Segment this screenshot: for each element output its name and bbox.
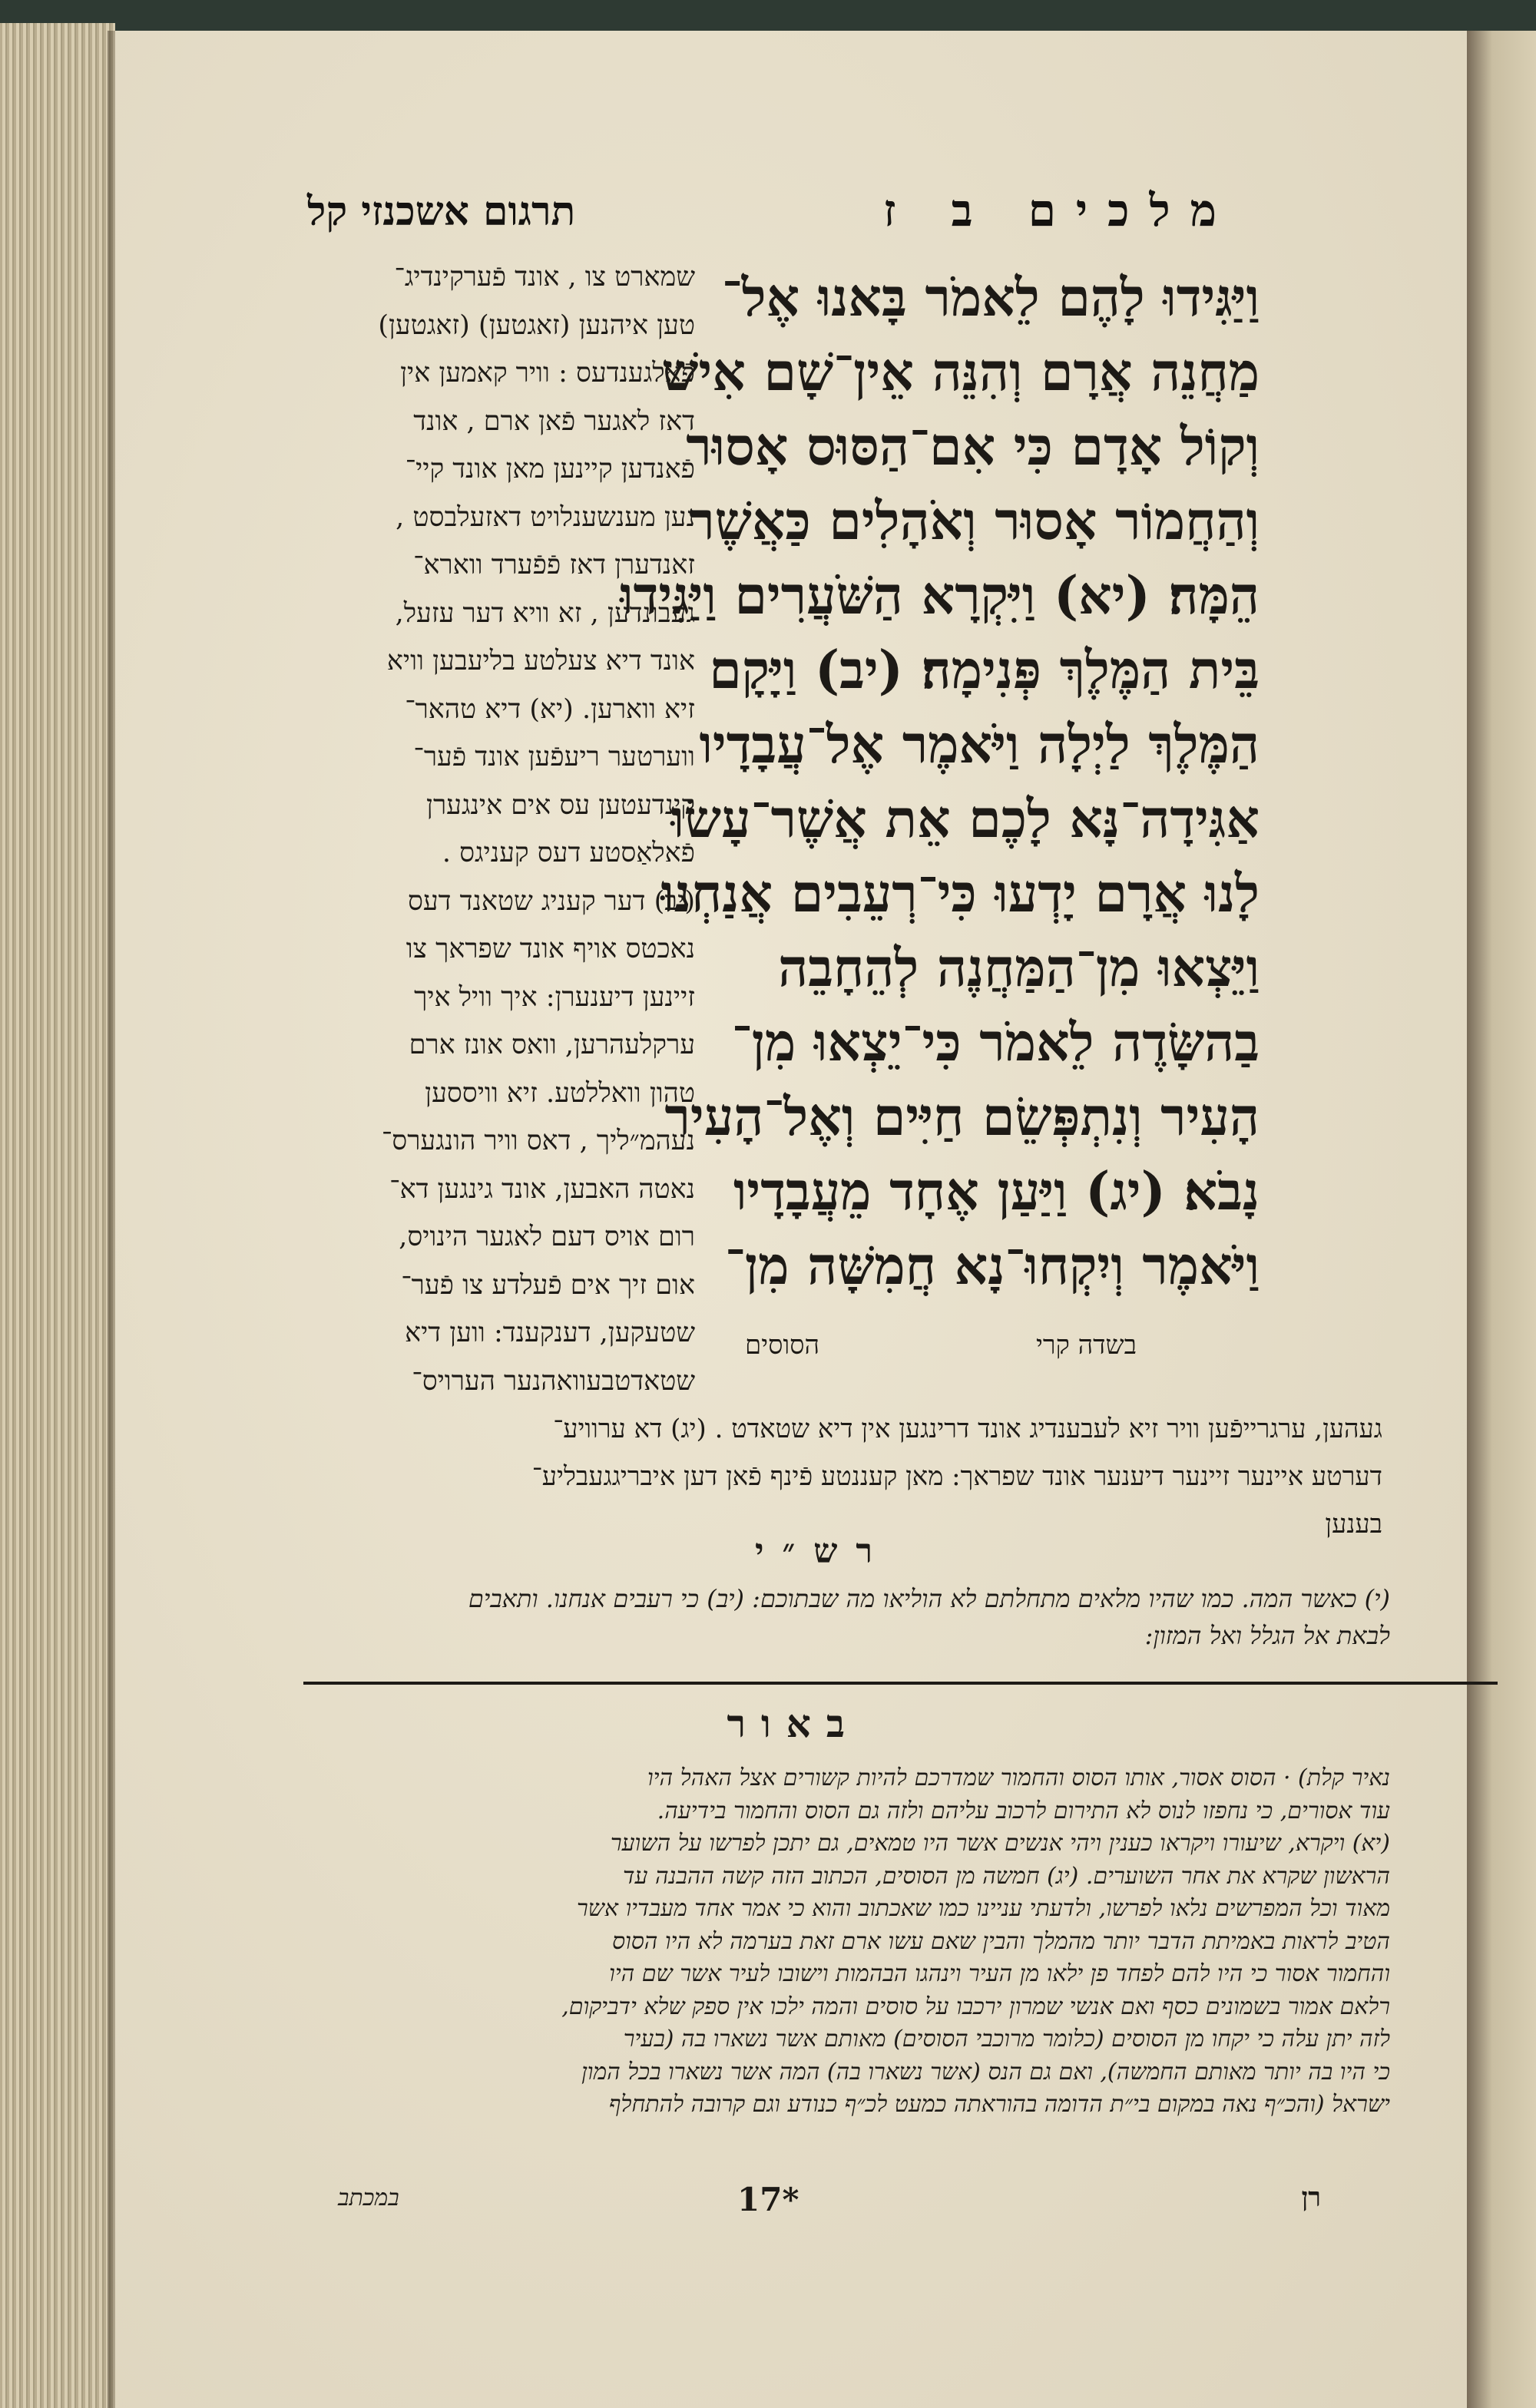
targum-line: זיינען דיענערן: איך וויל איך bbox=[414, 981, 695, 1013]
biur-line: ישראל (והכ״ף נאה במקום בי״ת הדומה בהוראתה כמעט לכ״ף כנודע וגם קרובה להתחלף bbox=[608, 2091, 1390, 2118]
bible-line: בֵּית הַמֶּלֶךְ פְּנִימָה׃ (יב) וַיָּקָם bbox=[709, 640, 1260, 701]
targum-line: נעהמ״ליך , דאס וויר הונגערס־ bbox=[381, 1126, 695, 1156]
bible-line: לָנוּ אֲרָם יָדְעוּ כִּי־רְעֵבִים אֲנַחְנוּ bbox=[660, 863, 1260, 925]
section-divider bbox=[303, 1682, 1498, 1685]
bible-line: הַמֶּלֶךְ לַיְלָה וַיֹּאמֶר אֶל־עֲבָדָיו bbox=[699, 714, 1260, 776]
bible-line: וְהַחֲמוֹר אָסוּר וְאֹהָלִים כַּאֲשֶׁר bbox=[689, 491, 1260, 552]
targum-line: פֿאלגענדעס : וויר קאמען אין bbox=[400, 358, 695, 389]
targum-line: דאז לאגער פֿאן ארם , אונד bbox=[413, 405, 695, 437]
rashi-line: לבאת אל הגלל ואל המזון: bbox=[1144, 1621, 1390, 1650]
targum-line: קינדעטען עס אים אינגערן bbox=[426, 789, 695, 821]
biur-line: הטיב לראות באמיתת הדבר יותר מהמלך והבין שאם עשו ארם זאת בערמה לא היו הסוס bbox=[612, 1927, 1390, 1955]
targum-continuation-line: געהען, ערגרייפֿען וויר זיא לעבענדיג אונד דרינגען אין דיא שטאדט . (יג) דא ערוויע־ bbox=[553, 1414, 1382, 1444]
targum-line: שמארט צו , אונד פֿערקינדיג־ bbox=[394, 262, 695, 293]
targum-line: שטעקען, דענקענד: ווען דיא bbox=[405, 1318, 695, 1348]
targum-column bbox=[296, 253, 695, 1405]
bible-line: אַגִּידָה־נָּא לָכֶם אֵת אֲשֶׁר־עָשׂוּ bbox=[670, 789, 1260, 850]
biur-line: כי היו בה יותר מאותם החמשה), ואם גם הנס (אשר נשארו בה) המה אשר נשארו בכל המון bbox=[581, 2058, 1390, 2086]
rashi-line: (י) כאשר המה. כמו שהיו מלאים מתחלתם לא הוליאו מה שבתוכם: (יב) כי רעבים אנחנו. ותאבים bbox=[468, 1584, 1390, 1613]
biur-commentary bbox=[192, 1762, 1390, 2122]
biur-line: עוד אסורים, כי נחפזו לנוס לא התירום לרכוב עליהם ולזה גם הסוס והחמור בידיעה. bbox=[657, 1797, 1390, 1824]
biur-line: לזה יתן עלה כי יקחו מן הסוסים (כלומר מרוכבי הסוסים) מאותם אשר נשארו בה (בעיר bbox=[623, 2026, 1390, 2052]
targum-line: טען איהנען (זאגטען) (זאגטען) bbox=[378, 309, 695, 341]
signature-mark: 17* bbox=[737, 2181, 799, 2218]
marginal-note-right: בשדה קרי bbox=[1036, 1330, 1137, 1361]
targum-line: אום זיך אים פֿעלדע צו פֿער־ bbox=[401, 1269, 695, 1301]
targum-line: (יב) דער קעניג שטאנד דעס bbox=[407, 885, 695, 917]
targum-line: געבונדען , זא וויא דער עזעל, bbox=[395, 597, 695, 629]
targum-line: ערקלעהרען, וואס אונז ארם bbox=[409, 1030, 695, 1060]
targum-line: זיא ווארען. (יא) דיא טהאר־ bbox=[405, 693, 695, 725]
biur-line: נאיר קלת) · הסוס אסור, אותו הסוס והחמור שמדרכם להיות קשורים אצל האהל היו bbox=[647, 1765, 1390, 1791]
bible-line: הֵמָּה׃ (יא) וַיִּקְרָא הַשֹּׁעֲרִים וַיַּגִּידוּ bbox=[620, 565, 1260, 627]
targum-line: פֿאלאַסטע דעס קעניגס . bbox=[442, 838, 695, 868]
biur-line: מאוד וכל המפרשים נלאו לפרשו, ולדעתי עניינו כמו שאכתוב והוא כי אמר אחד מעבדיו אשר bbox=[576, 1895, 1390, 1922]
targum-line: שטאדטבעוואהנער הערויס־ bbox=[412, 1365, 695, 1397]
biur-line: הראשון שקרא את אחר השוערים. (יג) חמשה מן הסוסים, הכתוב הזה קשה ההבנה עד bbox=[623, 1862, 1390, 1890]
biur-heading: באור bbox=[727, 1701, 860, 1746]
targum-continuation bbox=[123, 1405, 1382, 1548]
book-page-edges bbox=[0, 23, 115, 2408]
catchword-left: במכתב bbox=[338, 2185, 399, 2211]
catchword-right: רן bbox=[1301, 2182, 1321, 2213]
biur-line: רלאם אמור בשמונים כסף ואם אנשי שמרון ירכבו על סוסים והמה ילכו אין ספק שלא ידביקום, bbox=[561, 1993, 1390, 2020]
biur-line: והחמור אסור כי היו להם לפחד פן ילאו מן העיר וינהגו הבהמות וישובו לעיר אשר שם היו bbox=[609, 1960, 1390, 1987]
rashi-commentary bbox=[161, 1580, 1390, 1654]
bible-line: מַחֲנֵה אֲרָם וְהִנֵּה אֵין־שָׁם אִישׁ bbox=[661, 342, 1260, 403]
marginal-note-left: הסוסים bbox=[745, 1330, 820, 1361]
bible-line: וְקוֹל אָדָם כִּי אִם־הַסּוּס אָסוּר bbox=[686, 416, 1260, 478]
targum-line: פֿאנדען קיינען מאן אונד קיי־ bbox=[405, 454, 695, 485]
rashi-heading: רש״י bbox=[754, 1532, 891, 1571]
bible-line: וַיֹּאמֶר וְיִקְחוּ־נָא חֲמִשָּׁה מִן־ bbox=[724, 1235, 1260, 1297]
targum-line: אונד דיא צעלטע בליעבען וויא bbox=[386, 646, 695, 676]
targum-line: טהון וואללטע. זיא וויססען bbox=[425, 1077, 695, 1109]
targum-line: זאנדערן דאז פֿפֿערד ווארא־ bbox=[413, 550, 695, 580]
bible-line: נָבֹא׃ (יג) וַיַּעַן אֶחָד מֵעֲבָדָיו bbox=[733, 1161, 1260, 1222]
targum-continuation-line: דערטע איינער זיינער דיענער אונד שפראך: מאן קעננטע פֿינף פֿאן דען איבריגגעבליע־ bbox=[531, 1461, 1382, 1492]
targum-line: נען מענשענלויט דאזעלבסט , bbox=[396, 501, 695, 533]
bible-line: הָעִיר וְנִתְפְּשֵׂם חַיִּים וְאֶל־הָעִיר bbox=[664, 1087, 1260, 1148]
book-page bbox=[115, 31, 1467, 2408]
facing-page-edge bbox=[1463, 31, 1536, 2408]
biur-line: (יא) ויקרא, שיעורו ויקראו כענין ויהי אנשים אשר היו טמאים, גם יתכן לפרשו על השוער bbox=[610, 1830, 1390, 1857]
running-title: מלכים ב ז bbox=[883, 184, 1236, 237]
targum-continuation-line: בענען bbox=[1325, 1509, 1382, 1540]
bible-line: וַיֵּצְאוּ מִן־הַמַּחֲנֶה לְהֵחָבֵה bbox=[778, 938, 1260, 999]
targum-line: נאטה האבען, אונד גינגען דא־ bbox=[389, 1173, 695, 1205]
targum-title: תרגום אשכנזי קל bbox=[307, 188, 576, 235]
targum-line: ווערטער ריעפֿען אונד פֿער־ bbox=[413, 742, 695, 772]
targum-line: רום אויס דעם לאגער הינויס, bbox=[399, 1222, 695, 1252]
bible-line: בַהשָּׂדֶה לֵאמֹר כִּי־יֵצְאוּ מִן־ bbox=[731, 1012, 1260, 1073]
targum-line: נאכטס אויף אונד שפראך צו bbox=[406, 934, 695, 964]
bible-line: וַיַּגִּידוּ לָהֶם לֵאמֹר בָּאנוּ אֶל־ bbox=[721, 267, 1260, 329]
